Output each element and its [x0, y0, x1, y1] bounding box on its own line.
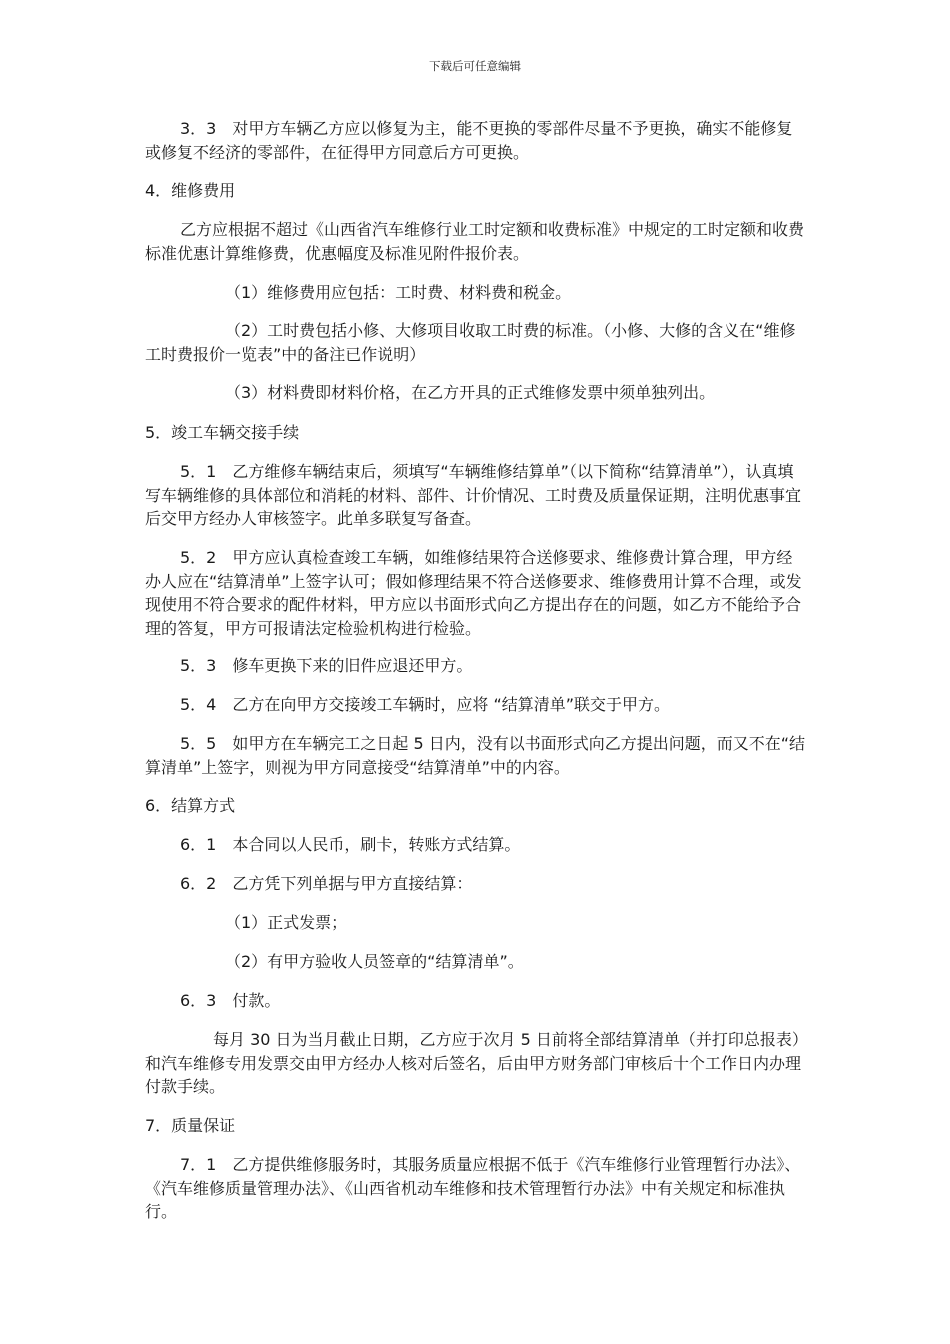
section-heading-5: 5．竣工车辆交接手续	[145, 423, 300, 442]
list-item-fee-1: （1）维修费用应包括：工时费、材料费和税金。	[225, 283, 572, 302]
list-item-settle-1: （1）正式发票；	[225, 913, 348, 932]
section-heading-7: 7．质量保证	[145, 1116, 236, 1135]
clause-6-1: 6．1 本合同以人民币，刷卡，转账方式结算。	[180, 835, 521, 854]
clause-5-5: 5．5 如甲方在车辆完工之日起 5 日内，没有以书面形式向乙方提出问题，而又不在“结算清单”上签字，则视为甲方同意接受“结算清单”中的内容。	[145, 734, 806, 777]
clause-5-4: 5．4 乙方在向甲方交接竣工车辆时，应将 “结算清单”联交于甲方。	[180, 695, 671, 714]
clause-5-1: 5．1 乙方维修车辆结束后，须填写“车辆维修结算单”（以下简称“结算清单”），认真填写车辆维修的具体部位和消耗的材料、部件、计价情况、工时费及质量保证期，注明优惠事宜后交甲方经办人审核签字。此单多联复写备查。	[145, 462, 802, 528]
clause-6-3: 6．3 付款。	[180, 991, 281, 1010]
paragraph-payment: 每月 30 日为当月截止日期，乙方应于次月 5 日前将全部结算清单（并打印总报表）和汽车维修专用发票交由甲方经办人核对后签名，后由甲方财务部门审核后十个工作日内办理付款手续。	[145, 1030, 802, 1096]
clause-5-2: 5．2 甲方应认真检查竣工车辆，如维修结果符合送修要求、维修费计算合理，甲方经办人应在“结算清单”上签字认可；假如修理结果不符合送修要求、维修费用计算不合理，或发现使用不符合要求的配件材料，甲方应以书面形式向乙方提出存在的问题，如乙方不能给予合理的答复，甲方可报请法定检验机构进行检验。	[145, 548, 802, 638]
list-item-fee-3: （3）材料费即材料价格，在乙方开具的正式维修发票中须单独列出。	[225, 383, 716, 402]
clause-7-1: 7．1 乙方提供维修服务时，其服务质量应根据不低于《汽车维修行业管理暂行办法》、《汽车维修质量管理办法》、《山西省机动车维修和技术管理暂行办法》中有关规定和标准执行。	[145, 1155, 801, 1221]
paragraph-fee-basis: 乙方应根据不超过《山西省汽车维修行业工时定额和收费标准》中规定的工时定额和收费标准优惠计算维修费，优惠幅度及标准见附件报价表。	[145, 220, 805, 263]
list-item-fee-2: （2）工时费包括小修、大修项目收取工时费的标准。（小修、大修的含义在“维修工时费报价一览表”中的备注已作说明）	[145, 321, 796, 364]
page-header: 下载后可任意编辑	[429, 59, 521, 73]
section-heading-4: 4．维修费用	[145, 181, 236, 200]
clause-3-3: 3．3 对甲方车辆乙方应以修复为主，能不更换的零部件尽量不予更换，确实不能修复或修复不经济的零部件，在征得甲方同意后方可更换。	[145, 119, 793, 162]
section-heading-6: 6．结算方式	[145, 796, 236, 815]
clause-5-3: 5．3 修车更换下来的旧件应退还甲方。	[180, 656, 473, 675]
list-item-settle-2: （2）有甲方验收人员签章的“结算清单”。	[225, 952, 524, 971]
clause-6-2: 6．2 乙方凭下列单据与甲方直接结算：	[180, 874, 473, 893]
